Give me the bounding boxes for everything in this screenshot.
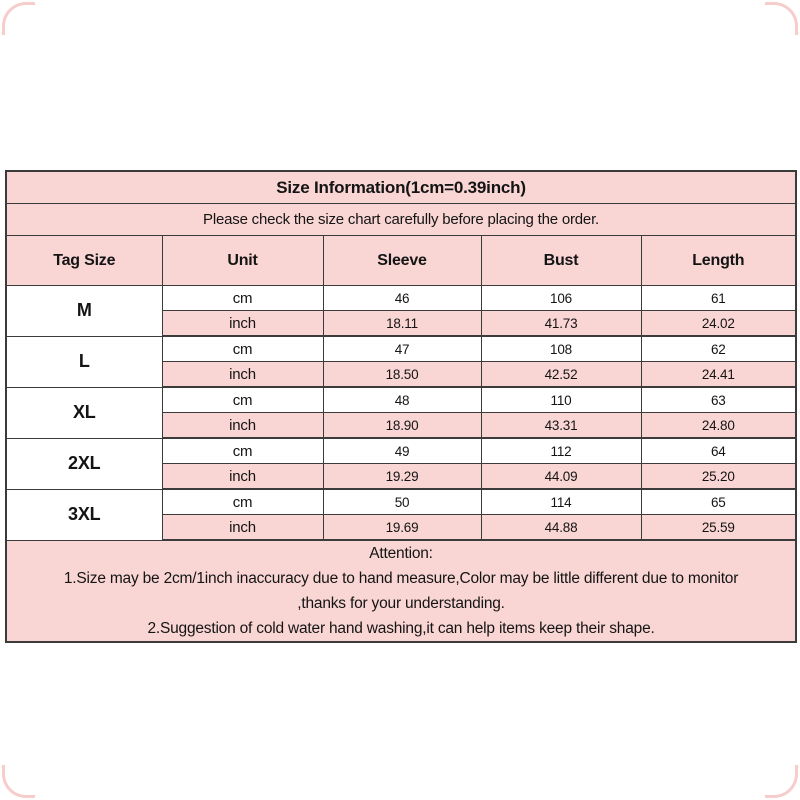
unit-cell: cm bbox=[162, 489, 323, 515]
bust-value-cell: 44.09 bbox=[481, 464, 641, 490]
page-title: Size Information(1cm=0.39inch) bbox=[6, 171, 796, 204]
column-header-unit: Unit bbox=[162, 236, 323, 286]
sleeve-value-cell: 47 bbox=[323, 336, 481, 362]
unit-cell: cm bbox=[162, 387, 323, 413]
unit-cell: inch bbox=[162, 311, 323, 337]
attention-note-1: 1.Size may be 2cm/1inch inaccuracy due to hand measure,Color may be little different due to monitor bbox=[63, 570, 739, 587]
corner-mark-bottom-right-icon bbox=[765, 765, 798, 798]
bust-value-cell: 42.52 bbox=[481, 362, 641, 388]
sleeve-value-cell: 46 bbox=[323, 286, 481, 311]
table-row-xl-cm bbox=[6, 387, 796, 413]
bust-value-cell: 43.31 bbox=[481, 413, 641, 439]
table-row-l-cm bbox=[6, 336, 796, 362]
sleeve-value-cell: 50 bbox=[323, 489, 481, 515]
bust-value-cell: 112 bbox=[481, 438, 641, 464]
length-value-cell: 25.59 bbox=[641, 515, 796, 541]
column-header-sleeve: Sleeve bbox=[323, 236, 481, 286]
tag-size-cell: XL bbox=[6, 387, 162, 438]
attention-row bbox=[6, 540, 796, 642]
bust-value-cell: 110 bbox=[481, 387, 641, 413]
attention-note-2: 2.Suggestion of cold water hand washing,it can help items keep their shape. bbox=[147, 620, 655, 637]
table-row-3xl-cm bbox=[6, 489, 796, 515]
unit-cell: cm bbox=[162, 286, 323, 311]
table-row-m-cm bbox=[6, 286, 796, 311]
length-value-cell: 61 bbox=[641, 286, 796, 311]
subtitle-row bbox=[6, 204, 796, 236]
bust-value-cell: 106 bbox=[481, 286, 641, 311]
column-header-length: Length bbox=[641, 236, 796, 286]
length-value-cell: 62 bbox=[641, 336, 796, 362]
table-row-2xl-cm bbox=[6, 438, 796, 464]
unit-cell: inch bbox=[162, 515, 323, 541]
bust-value-cell: 44.88 bbox=[481, 515, 641, 541]
column-header-tag-size: Tag Size bbox=[6, 236, 162, 286]
length-value-cell: 24.41 bbox=[641, 362, 796, 388]
sleeve-value-cell: 48 bbox=[323, 387, 481, 413]
tag-size-cell: 2XL bbox=[6, 438, 162, 489]
title-row bbox=[6, 171, 796, 204]
subtitle-text: Please check the size chart carefully before placing the order. bbox=[6, 204, 796, 236]
attention-block bbox=[6, 540, 796, 642]
corner-mark-bottom-left-icon bbox=[2, 765, 35, 798]
unit-cell: cm bbox=[162, 336, 323, 362]
length-value-cell: 24.02 bbox=[641, 311, 796, 337]
sleeve-value-cell: 19.29 bbox=[323, 464, 481, 490]
bust-value-cell: 108 bbox=[481, 336, 641, 362]
size-table bbox=[5, 170, 797, 643]
tag-size-cell: 3XL bbox=[6, 489, 162, 540]
tag-size-cell: L bbox=[6, 336, 162, 387]
unit-cell: inch bbox=[162, 464, 323, 490]
sleeve-value-cell: 49 bbox=[323, 438, 481, 464]
unit-cell: cm bbox=[162, 438, 323, 464]
column-header-bust: Bust bbox=[481, 236, 641, 286]
attention-heading: Attention: bbox=[369, 545, 433, 562]
corner-mark-top-left-icon bbox=[2, 2, 35, 35]
corner-mark-top-right-icon bbox=[765, 2, 798, 35]
length-value-cell: 63 bbox=[641, 387, 796, 413]
bust-value-cell: 41.73 bbox=[481, 311, 641, 337]
length-value-cell: 64 bbox=[641, 438, 796, 464]
sleeve-value-cell: 18.50 bbox=[323, 362, 481, 388]
unit-cell: inch bbox=[162, 362, 323, 388]
sleeve-value-cell: 18.11 bbox=[323, 311, 481, 337]
unit-cell: inch bbox=[162, 413, 323, 439]
length-value-cell: 24.80 bbox=[641, 413, 796, 439]
header-row bbox=[6, 236, 796, 286]
attention-note-1-cont: ,thanks for your understanding. bbox=[297, 595, 505, 612]
bust-value-cell: 114 bbox=[481, 489, 641, 515]
sleeve-value-cell: 19.69 bbox=[323, 515, 481, 541]
sleeve-value-cell: 18.90 bbox=[323, 413, 481, 439]
length-value-cell: 65 bbox=[641, 489, 796, 515]
length-value-cell: 25.20 bbox=[641, 464, 796, 490]
tag-size-cell: M bbox=[6, 286, 162, 337]
